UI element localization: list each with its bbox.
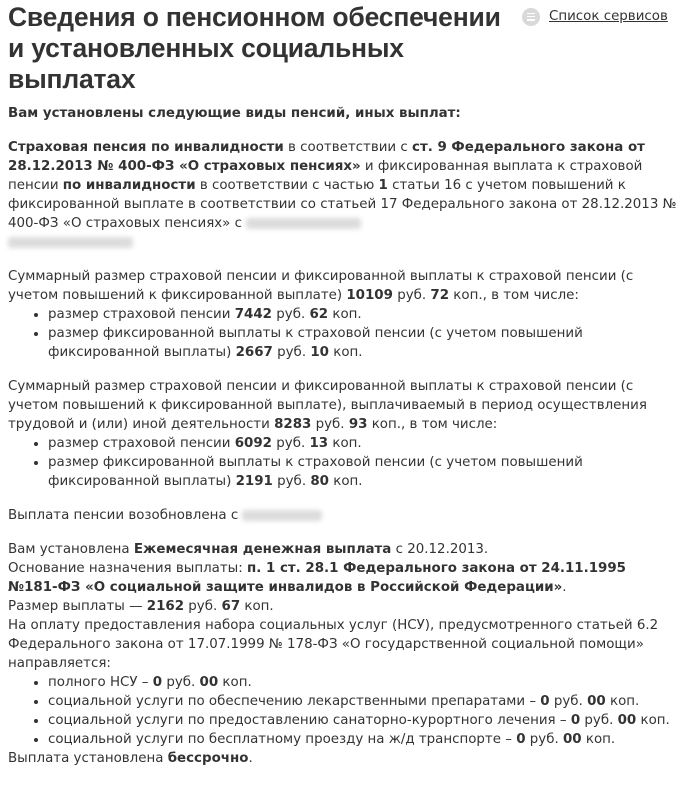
list-item: • размер страховой пенсии 6092 руб. 13 коп. bbox=[48, 434, 677, 453]
sum2-list bbox=[8, 434, 677, 491]
list-item: • социальной услуги по бесплатному проезду на ж/д транспорте – 0 руб. 00 коп. bbox=[48, 730, 677, 749]
pension-paragraph: Страховая пенсия по инвалидности в соответствии с ст. 9 Федерального закона от 28.12.2013 № 400-ФЗ «О страховых пенсиях» и фиксированная выплата к страховой пенсии по инвалидности в соответствии с частью 1 статьи 16 с учетом повышений к фиксированной выплате в соответствии со статьей 17 Федерального закона от 28.12.2013 № 400-ФЗ «О страховых пенсиях» с bbox=[8, 138, 677, 252]
pension-description bbox=[8, 138, 677, 252]
sum2-rub: 8283 bbox=[274, 417, 312, 432]
monthly-payment-section: Вам установлена Ежемесячная денежная выплата с 20.12.2013. Основание назначения выплаты: п. 1 ст. 28.1 Федерального закона от 24.11.1995 №181-ФЗ «О социальной защите инвалидов в Российской Федерации». Размер выплаты — 2162 руб. 67 коп. На оплату предоставления набора социальных услуг (НСУ), предусмотренного статьей 6.2 Федерального закона от 17.07.1999 № 178-ФЗ «О государственной социальной помощи» направляется: • полного НСУ – 0 руб. 00 коп. • социальной услуги по обеспечению лекарственными препаратами – 0 руб. 00 коп. • социальной услуги по предоставлению санаторно-курортного лечения – 0 руб. 00 коп. • социальной услуги по бесплатному проезду на ж/д транспорте – 0 руб. 00 коп. Выплата установлена бессрочно. bbox=[8, 540, 677, 768]
pension-resumed: Выплата пенсии возобновлена с bbox=[8, 506, 677, 525]
edv-rub: 2162 bbox=[146, 599, 185, 614]
redacted-date bbox=[246, 218, 361, 229]
pension-sum-2: Суммарный размер страховой пенсии и фиксированной выплаты к страховой пенсии (с учетом повышений к фиксированной выплате), выплачиваемый в период осуществления трудовой и (или) иной деятельности 8283 руб. 93 коп., в том числе: • размер страховой пенсии 6092 руб. 13 коп. • размер фиксированной выплаты к страховой пенсии (с учетом повышений фиксированной выплаты) 2191 руб. 80 коп. bbox=[8, 377, 677, 491]
redacted-date-3 bbox=[242, 510, 322, 521]
edv-date: 20.12.2013 bbox=[407, 542, 484, 557]
edv-basis: п. 1 ст. 28.1 Федерального закона от 24.11.1995 №181-ФЗ «О социальной защите инвалидов в Российской Федерации» bbox=[8, 561, 626, 595]
services-menu[interactable] bbox=[522, 7, 668, 26]
services-list-link[interactable]: Список сервисов bbox=[549, 9, 668, 24]
list-item: • размер страховой пенсии 7442 руб. 62 коп. bbox=[48, 305, 677, 324]
edv-kop: 67 bbox=[221, 599, 241, 614]
pension-type: Страховая пенсия по инвалидности bbox=[8, 140, 284, 155]
list-item: • социальной услуги по обеспечению лекарственными препаратами – 0 руб. 00 коп. bbox=[48, 692, 677, 711]
list-item: • социальной услуги по предоставлению санаторно-курортного лечения – 0 руб. 00 коп. bbox=[48, 711, 677, 730]
list-item: • размер фиксированной выплаты к страховой пенсии (с учетом повышений фиксированной выплаты) 2667 руб. 10 коп. bbox=[48, 324, 677, 362]
pension-sum-1: Суммарный размер страховой пенсии и фиксированной выплаты к страховой пенсии (с учетом повышений к фиксированной выплате) 10109 руб. 72 коп., в том числе: • размер страховой пенсии 7442 руб. 62 коп. • размер фиксированной выплаты к страховой пенсии (с учетом повышений фиксированной выплаты) 2667 руб. 10 коп. bbox=[8, 267, 677, 362]
sum2-kop: 93 bbox=[348, 417, 368, 432]
page-header bbox=[8, 2, 677, 95]
list-item: • полного НСУ – 0 руб. 00 коп. bbox=[48, 673, 677, 692]
pension-basis: по инвалидности bbox=[62, 178, 196, 193]
nsu-list bbox=[8, 673, 677, 749]
pension-law: ст. 9 Федерального закона от 28.12.2013 № 400-ФЗ «О страховых пенсиях» bbox=[8, 140, 645, 174]
page-title: Сведения о пенсионном обеспечении и установленных социальных выплатах bbox=[8, 2, 501, 94]
edv-established: бессрочно bbox=[167, 751, 249, 766]
lead-text: Вам установлены следующие виды пенсий, иных выплат: bbox=[8, 106, 461, 121]
sum1-kop: 72 bbox=[430, 288, 450, 303]
list-item: • размер фиксированной выплаты к страховой пенсии (с учетом повышений фиксированной выплаты) 2191 руб. 80 коп. bbox=[48, 453, 677, 491]
redacted-date-2 bbox=[8, 237, 133, 248]
sum1-rub: 10109 bbox=[346, 288, 393, 303]
menu-icon[interactable] bbox=[522, 8, 540, 26]
sum1-list bbox=[8, 305, 677, 362]
edv-name: Ежемесячная денежная выплата bbox=[133, 542, 392, 557]
nsu-intro: На оплату предоставления набора социальных услуг (НСУ), предусмотренного статьей 6.2 Федерального закона от 17.07.1999 № 178-ФЗ «О государственной социальной помощи» направляется: bbox=[8, 618, 659, 671]
